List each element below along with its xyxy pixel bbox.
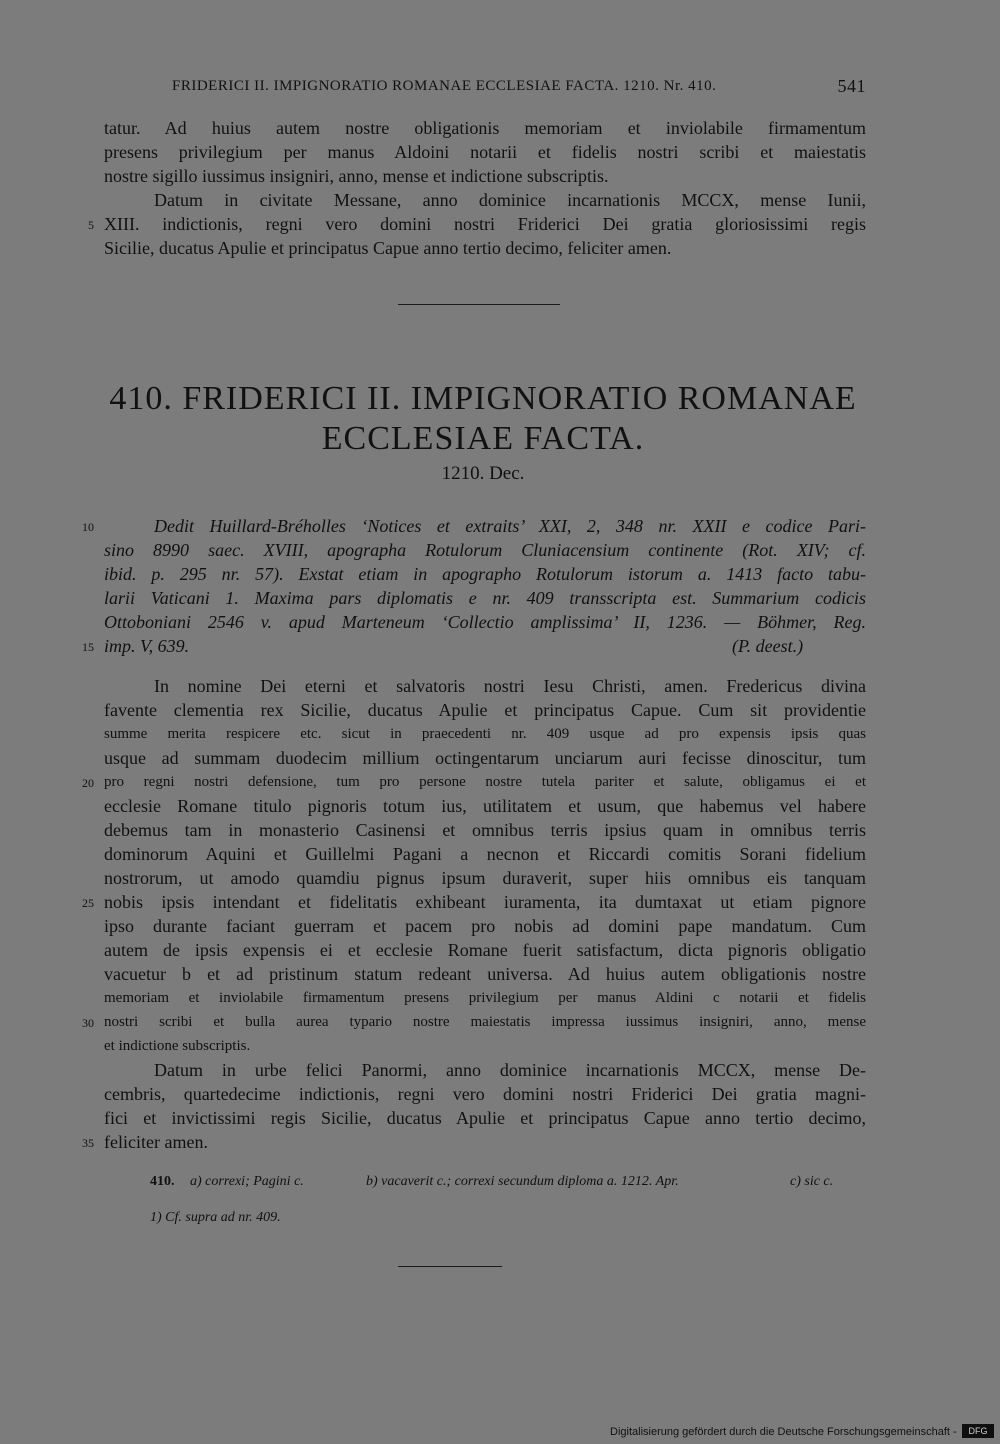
apparatus-line: Ottoboniani 2546 v. apud Marteneum ‘Collectio amplissima’ II, 1236. — Böhmer, Reg.: [104, 612, 866, 632]
dfg-logo: DFG: [962, 1424, 994, 1438]
text-line: presens privilegium per manus Aldoini notarii et fidelis nostri scribi et maiestatis: [104, 142, 866, 162]
document-title-line1: 410. FRIDERICI II. IMPIGNORATIO ROMANAE: [109, 380, 857, 417]
text-line: nobis ipsis intendant et fidelitatis exhibeant iuramenta, ita dumtaxat ut etiam pignore: [104, 892, 866, 912]
text-line: In nomine Dei eterni et salvatoris nostri Iesu Christi, amen. Fredericus divina: [154, 676, 866, 696]
text-line: ipso durante faciant guerram et pacem pro nobis ad domini pape mandatum. Cum: [104, 916, 866, 936]
apparatus-line: sino 8990 saec. XVIII, apographa Rotulorum Cluniacensium continente (Rot. XIV; cf.: [104, 540, 866, 560]
footnote-document-number: 410.: [150, 1174, 175, 1189]
text-line: summe merita respicere etc. sicut in praecedenti nr. 409 usque ad pro expensis ipsis quas: [104, 726, 866, 742]
manuscript-sigla: (P. deest.): [732, 636, 804, 656]
line-number: 10: [82, 520, 94, 534]
funding-credit: Digitalisierung gefördert durch die Deutsche Forschungsgemeinschaft -: [610, 1426, 957, 1438]
document-date: 1210. Dec.: [441, 463, 525, 484]
text-line: XIII. indictionis, regni vero domini nostri Friderici Dei gratia gloriosissimi regis: [104, 214, 866, 234]
section-divider: [398, 304, 560, 305]
text-line: tatur. Ad huius autem nostre obligationis memoriam et inviolabile firmamentum: [104, 118, 866, 138]
apparatus-line: Dedit Huillard-Bréholles ‘Notices et extraits’ XXI, 2, 348 nr. XXII e codice Pari-: [154, 516, 866, 536]
line-number: 20: [82, 776, 94, 790]
text-line: usque ad summam duodecim millium octingentarum unciarum auri fecisse dinoscitur, tum: [104, 748, 866, 768]
apparatus-line: larii Vaticani 1. Maxima pars diplomatis e nr. 409 transscripta est. Summarium codicis: [104, 588, 866, 608]
footnote-1: 1) Cf. supra ad nr. 409.: [150, 1210, 281, 1225]
text-line: nostri scribi et bulla aurea typario nostre maiestatis impressa iussimus insigniri, anno, mense: [104, 1014, 866, 1030]
text-line: favente clementia rex Sicilie, ducatus Apulie et principatus Capue. Cum sit providentie: [104, 700, 866, 720]
footnote-c: c) sic c.: [790, 1174, 834, 1189]
page-number: 541: [837, 76, 866, 96]
end-divider: [398, 1266, 502, 1267]
text-line: Sicilie, ducatus Apulie et principatus Capue anno tertio decimo, feliciter amen.: [104, 238, 672, 258]
text-line: vacuetur b et ad pristinum statum redeant universa. Ad huius autem obligationis nostre: [104, 964, 866, 984]
text-line: Datum in civitate Messane, anno dominice incarnationis MCCX, mense Iunii,: [154, 190, 866, 210]
text-line: debemus tam in monasterio Casinensi et omnibus terris ipsius quam in omnibus terris: [104, 820, 866, 840]
text-line: feliciter amen.: [104, 1132, 208, 1152]
text-line: cembris, quartedecime indictionis, regni vero domini nostri Friderici Dei gratia magni-: [104, 1084, 866, 1104]
running-header: [100, 76, 866, 100]
text-line: pro regni nostri defensione, tum pro persone nostre tutela pariter et salute, obligamus ei et: [104, 774, 866, 790]
text-line: fici et invictissimi regis Sicilie, ducatus Apulie et principatus Capue anno tertio decimo,: [104, 1108, 866, 1128]
line-number: 5: [88, 218, 94, 232]
text-line: Datum in urbe felici Panormi, anno dominice incarnationis MCCX, mense De-: [154, 1060, 866, 1080]
text-line: nostre sigillo iussimus insigniri, anno, mense et indictione subscriptis.: [104, 166, 609, 186]
line-number: 35: [82, 1136, 94, 1150]
footnote-a: a) correxi; Pagini c.: [190, 1174, 304, 1189]
text-line: autem de ipsis expensis ei et ecclesie Romane fuerit satisfactum, dicta pignoris obligatio: [104, 940, 866, 960]
text-line: ecclesie Romane titulo pignoris totum ius, utilitatem et usum, que habemus vel habere: [104, 796, 866, 816]
line-number: 15: [82, 640, 94, 654]
footnote-b: b) vacaverit c.; correxi secundum diploma a. 1212. Apr.: [366, 1174, 679, 1189]
text-line: et indictione subscriptis.: [104, 1038, 251, 1054]
text-line: nostrorum, ut amodo quamdiu pignus ipsum duraverit, super hiis omnibus eis tanquam: [104, 868, 866, 888]
document-title-line2: ECCLESIAE FACTA.: [321, 420, 645, 457]
running-title: FRIDERICI II. IMPIGNORATIO ROMANAE ECCLESIAE FACTA. 1210. Nr. 410.: [172, 78, 717, 94]
text-line: memoriam et inviolabile firmamentum presens privilegium per manus Aldini c notarii et fidelis: [104, 990, 866, 1006]
apparatus-line: ibid. p. 295 nr. 57). Exstat etiam in apographo Rotulorum istorum a. 1413 facto tabu-: [104, 564, 866, 584]
apparatus-line: imp. V, 639.: [104, 636, 190, 656]
text-line: dominorum Aquini et Guillelmi Pagani a necnon et Riccardi comitis Sorani fidelium: [104, 844, 866, 864]
line-number: 30: [82, 1016, 94, 1030]
line-number: 25: [82, 896, 94, 910]
